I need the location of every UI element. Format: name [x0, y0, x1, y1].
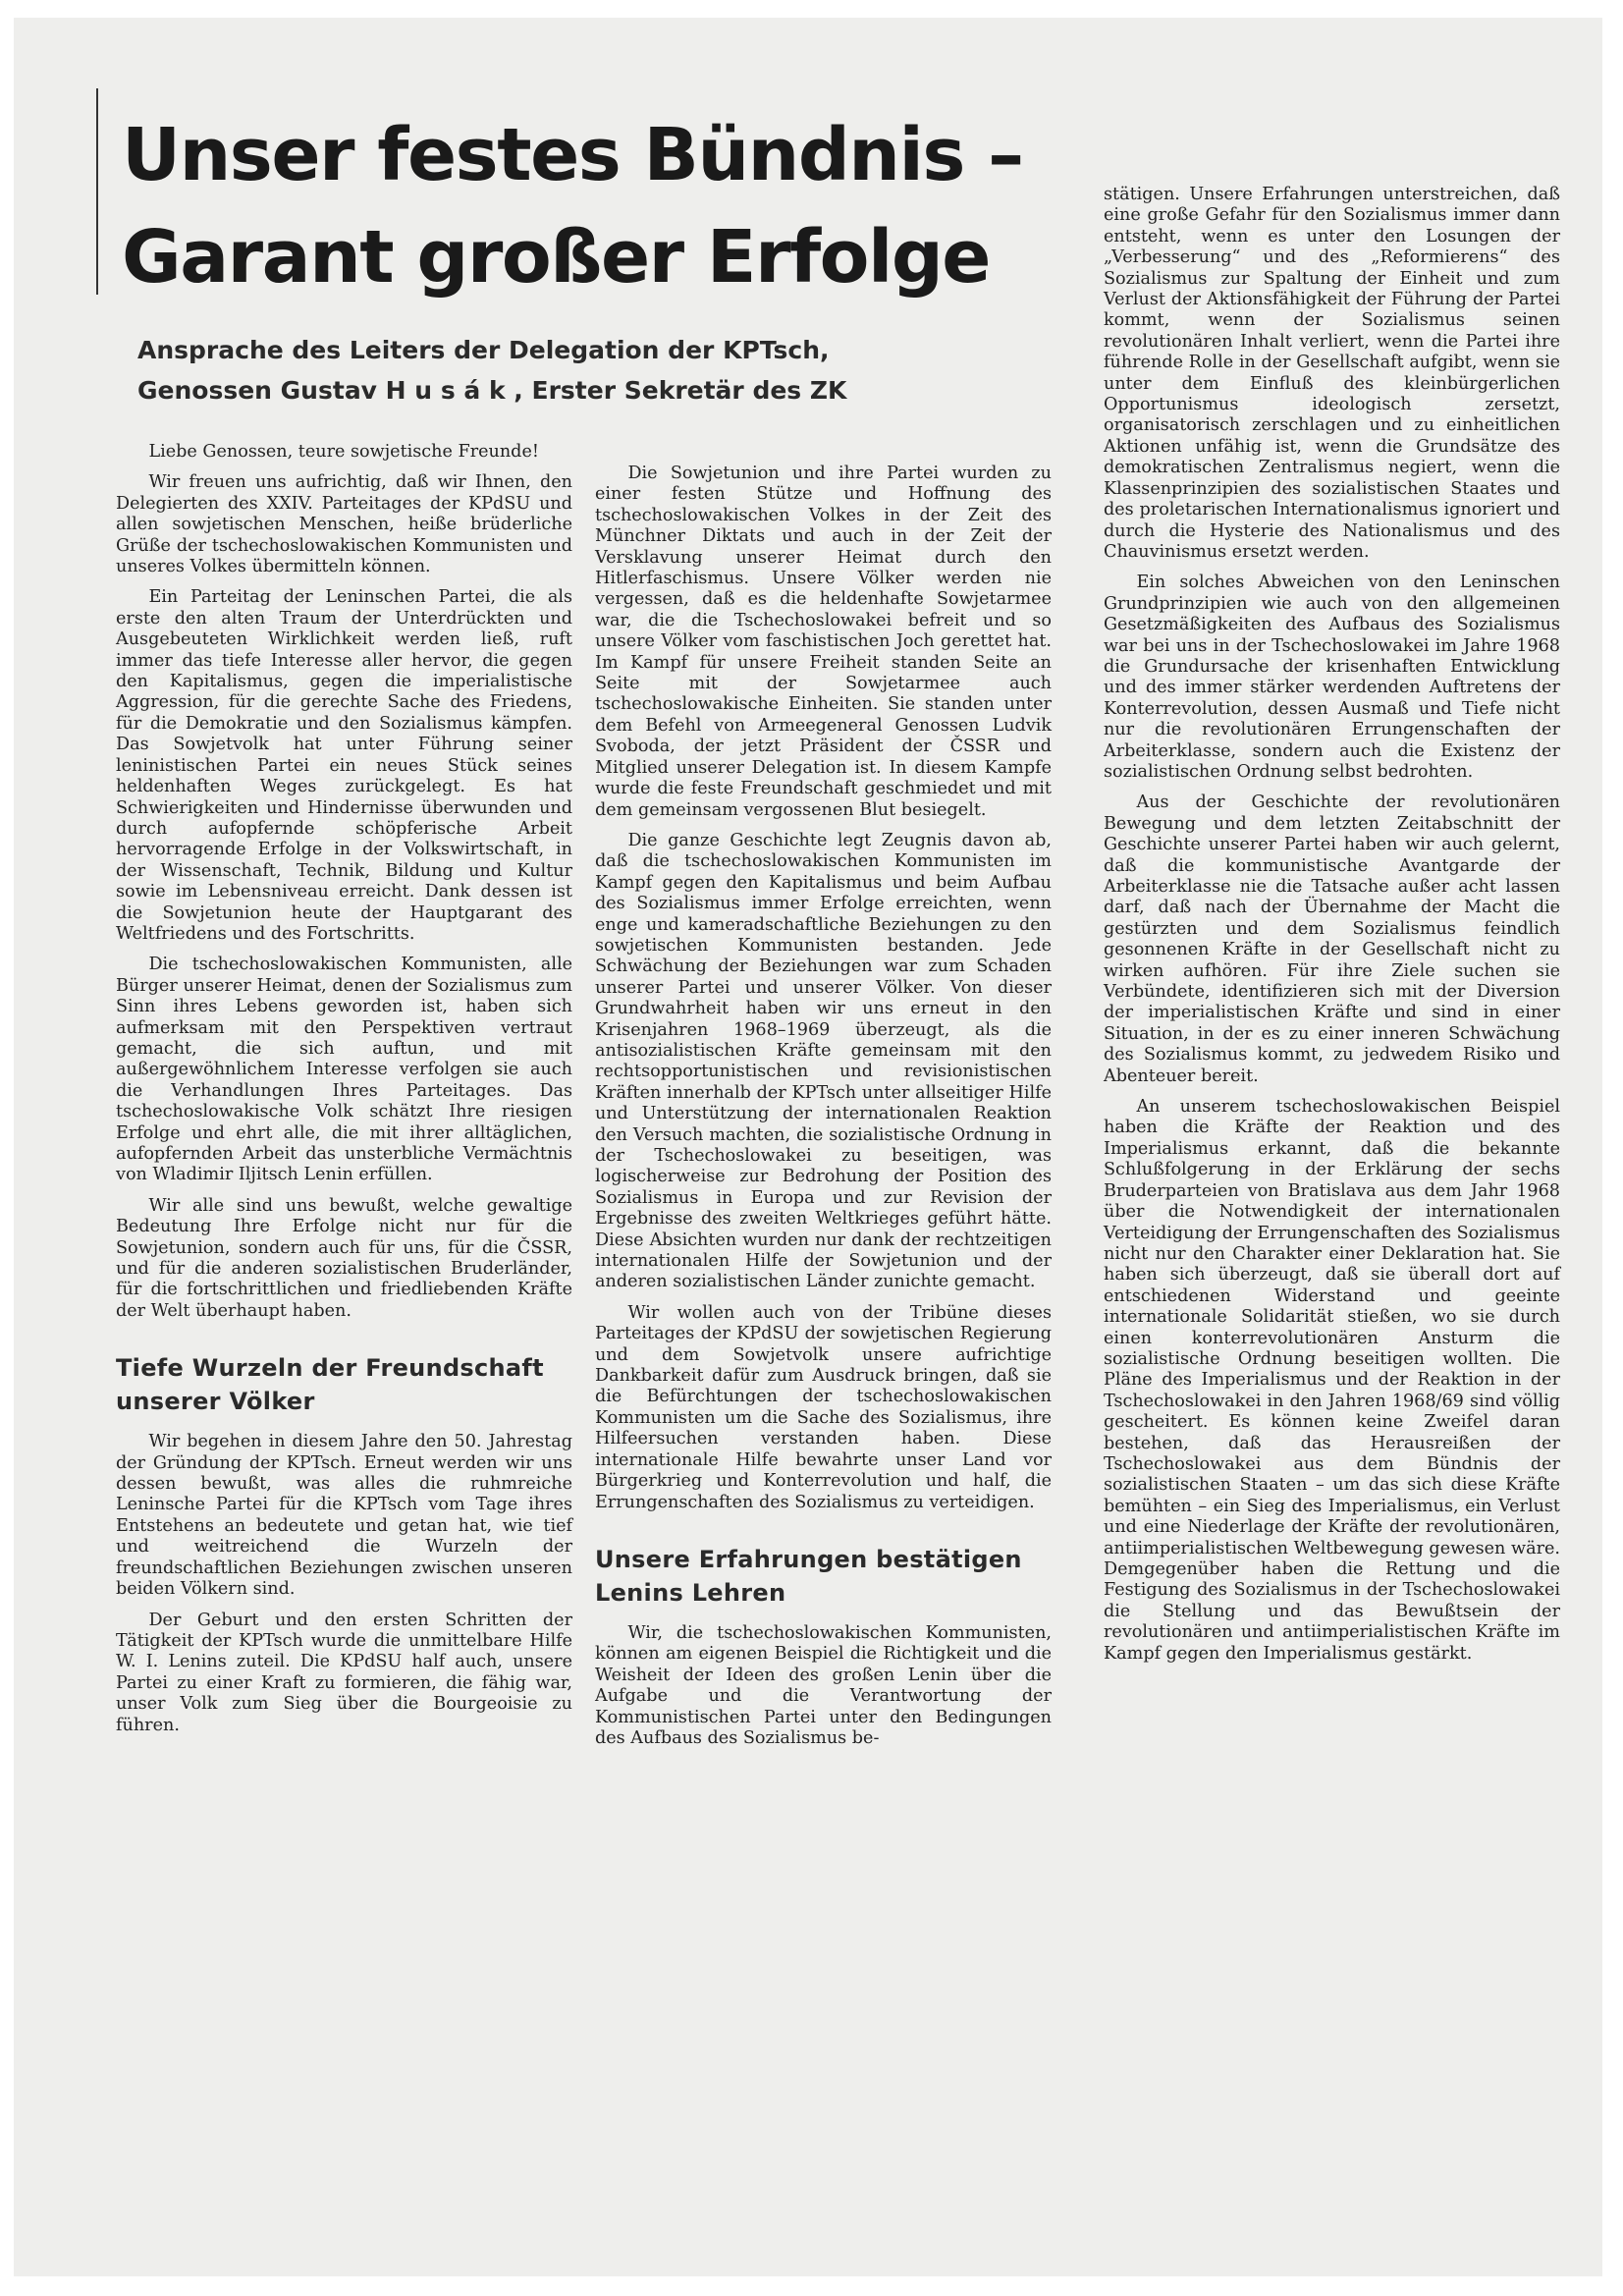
paragraph: Aus der Geschichte der revolutionären Bewegung und dem letzten Zeitabschnitt der Geschichte unserer Partei haben wir auch gelernt, daß die kommunistische Avantgarde der Arbeiterklasse nie die Tatsache außer acht lassen darf, daß nach der Übernahme der Macht die gestürzten und dem Sozialismus feindlich gesonnenen Kräfte in der Gesellschaft nicht zu wirken aufhören. Für ihre Ziele suchen sie Verbündete, identifizieren sich mit der Diversion der imperialistischen Kräfte und sind in einer Situation, in der es zu einer inneren Schwächung des Sozialismus kommt, zu jedwedem Risiko und Abenteuer bereit. [1104, 793, 1560, 1086]
headline [122, 104, 1035, 308]
paragraph: Wir, die tschechoslowakischen Kommunisten, können am eigenen Beispiel die Richtigkeit und die Weisheit der Ideen des großen Lenin über die Aufgabe und die Verantwortung der Kommunistischen Partei unter den Bedingungen des Aufbaus des Sozialismus be- [595, 1622, 1052, 1748]
paragraph: Liebe Genossen, teure sowjetische Freunde! [148, 442, 539, 462]
paragraph: Wir wollen auch von der Tribüne dieses Parteitages der KPdSU der sowjetischen Regierung und dem Sowjetvolk unsere aufrichtige Dankbarkeit dafür zum Ausdruck bringen, daß sie die Befürchtungen der tschechoslowakischen Kommunisten um die Sache des Sozialismus, ihre Hilfeersuchen verstanden haben. Diese internationale Hilfe bewahrte unser Land vor Bürgerkrieg und Konterrevolution und half, die Errungenschaften des Sozialismus zu verteidigen. [595, 1302, 1052, 1512]
paragraph: Wir alle sind uns bewußt, welche gewaltige Bedeutung Ihre Erfolge nicht nur für die Sowjetunion, sondern auch für uns, für die ČSSR, und für die anderen sozialistischen Bruderländer, für die fortschrittlichen und friedliebenden Kräfte der Welt überhaupt haben. [116, 1195, 572, 1321]
paragraph: Die Sowjetunion und ihre Partei wurden zu einer festen Stütze und Hoffnung des tschechoslowakischen Volkes in der Zeit des Münchner Diktats und auch in der Zeit der Versklavung unserer Heimat durch den Hitlerfaschismus. Unsere Völker werden nie vergessen, daß es die heldenhafte Sowjetarmee war, die die Tschechoslowakei befreit und so unsere Völker vom faschistischen Joch gerettet hat. Im Kampf für unsere Freiheit standen Seite an Seite mit der Sowjetarmee auch tschechoslowakische Einheiten. Sie standen unter dem Befehl von Armeegeneral Genossen Ludvik Svoboda, der jetzt Präsident der ČSSR und Mitglied unserer Delegation ist. In diesem Kampfe wurde die feste Freundschaft geschmiedet und mit dem gemeinsam vergossenen Blut besiegelt. [595, 464, 1052, 820]
paragraph: Der Geburt und den ersten Schritten der Tätigkeit der KPTsch wurde die unmittelbare Hilfe W. I. Lenins zuteil. Die KPdSU half auch, unsere Partei zu einer Kraft zu formieren, die fähig war, unser Volk zum Sieg über die Bourgeoisie zu führen. [116, 1610, 572, 1735]
paragraph: Wir freuen uns aufrichtig, daß wir Ihnen, den Delegierten des XXIV. Parteitages der KPdSU und allen sowjetischen Menschen, heiße brüderliche Grüße der tschechoslowakischen Kommunisten und unseres Volkes übermitteln können. [116, 472, 572, 577]
subheading-line: Ansprache des Leiters der Delegation der KPTsch, [137, 336, 830, 364]
paragraph: Die tschechoslowakischen Kommunisten, alle Bürger unserer Heimat, denen der Sozialismus zum Sinn ihres Lebens geworden ist, haben sich aufmerksam mit den Perspektiven vertraut gemacht, die sich auftun, und mit außergewöhnlichem Interesse verfolgen sie auch die Verhandlungen Ihres Parteitages. Das tschechoslowakische Volk schätzt Ihre riesigen Erfolge und ehrt alle, die mit ihrer alltäglichen, aufopfernden Arbeit das unsterbliche Vermächtnis von Wladimir Iljitsch Lenin erfüllen. [116, 955, 572, 1185]
subheading [137, 330, 982, 410]
text-column-1 [116, 442, 572, 1746]
paragraph: Ein Parteitag der Leninschen Partei, die als erste den alten Traum der Unterdrückten und Ausgebeuteten Wirklichkeit werden ließ, ruft immer das tiefe Interesse aller hervor, die gegen den Kapitalismus, gegen die imperialistische Aggression, für die gerechte Sache des Friedens, für die Demokratie und den Sozialismus kämpfen. Das Sowjetvolk hat unter Führung seiner leninistischen Partei ein neues Stück seines heldenhaften Weges zurückgelegt. Es hat Schwierigkeiten und Hindernisse überwunden und durch aufopfernde schöpferische Arbeit hervorragende Erfolge in der Volkswirtschaft, in der Wissenschaft, Technik, Bildung und Kultur sowie im Lebensniveau erreicht. Dank dessen ist die Sowjetunion heute der Hauptgarant des Weltfriedens und des Fortschritts. [116, 587, 572, 944]
section-heading: Tiefe Wurzeln der Freundschaft unserer Völker [116, 1354, 544, 1416]
text-column-2 [595, 464, 1052, 1759]
paragraph: An unserem tschechoslowakischen Beispiel haben die Kräfte der Reaktion und des Imperialismus erkannt, daß die bekannte Schlußfolgerung in der Erklärung der sechs Bruderparteien von Bratislava aus dem Jahr 1968 über die Notwendigkeit der internationalen Verteidigung der Errungenschaften des Sozialismus nicht nur den Charakter einer Deklaration hat. Sie haben sich überzeugt, daß sie überall dort auf entschiedenen Widerstand und geeinte internationale Solidarität stießen, wo sie durch einen konterrevolutionären Ansturm die sozialistische Ordnung beseitigen wollten. Die Pläne des Imperialismus und der Reaktion in der Tschechoslowakei in den Jahren 1968/69 sind völlig gescheitert. Es können keine Zweifel daran bestehen, daß das Herausreißen der Tschechoslowakei aus dem Bündnis der sozialistischen Staaten – um das sich diese Kräfte bemühten – ein Sieg des Imperialismus, ein Verlust und eine Niederlage der Kräfte der revolutionären, antiimperialistischen Weltbewegung gewesen wäre. Demgegenüber haben die Rettung und die Festigung des Sozialismus in der Tschechoslowakei die Stellung und das Bewußtsein der revolutionären und antiimperialistischen Kräfte im Kampf gegen den Imperialismus gestärkt. [1104, 1097, 1560, 1664]
headline-line: Garant großer Erfolge [122, 215, 990, 300]
paragraph: Ein solches Abweichen von den Leninschen Grundprinzipien wie auch von den allgemeinen Gesetzmäßigkeiten des Aufbaus des Sozialismus war bei uns in der Tschechoslowakei im Jahre 1968 die Grundursache der krisenhaften Entwicklung und des immer stärker werdenden Auftretens der Konterrevolution, dessen Ausmaß und Tiefe nicht nur die revolutionären Errungenschaften der Arbeiterklasse, sondern auch die Existenz der sozialistischen Ordnung selbst bedrohten. [1104, 573, 1560, 782]
headline-line: Unser festes Bündnis – [122, 113, 1023, 197]
text-column-3 [1104, 185, 1560, 1674]
paragraph: Wir begehen in diesem Jahre den 50. Jahrestag der Gründung der KPTsch. Erneut werden wir uns dessen bewußt, was alles die ruhmreiche Leninsche Partei für die KPTsch vom Tage ihres Entstehens an bedeutete und getan hat, wie tief und weitreichend die Wurzeln der freundschaftlichen Beziehungen zwischen unseren beiden Völkern sind. [116, 1432, 572, 1600]
headline-margin-rule [96, 88, 98, 295]
paragraph: stätigen. Unsere Erfahrungen unterstreichen, daß eine große Gefahr für den Sozialismus immer dann entsteht, wenn es unter den Losungen der „Verbesserung“ und des „Reformierens“ des Sozialismus zur Spaltung der Einheit und zum Verlust der Aktionsfähigkeit der Führung der Partei kommt, wenn der Sozialismus seinen revolutionären Inhalt verliert, wenn die Partei ihre führende Rolle in der Gesellschaft aufgibt, wenn sie unter dem Einfluß des kleinbürgerlichen Opportunismus ideologisch zersetzt, organisatorisch zerschlagen und zu einheitlichen Aktionen unfähig ist, wenn die Grundsätze des demokratischen Zentralismus negiert, wenn die Klassenprinzipien des sozialistischen Staates und des proletarischen Internationalismus ignoriert und durch die Hysterie des Nationalismus und des Chauvinismus ersetzt werden. [1104, 185, 1560, 562]
subheading-line: Genossen Gustav H u s á k , Erster Sekretär des ZK [137, 376, 847, 405]
paragraph: Die ganze Geschichte legt Zeugnis davon ab, daß die tschechoslowakischen Kommunisten im Kampf gegen den Kapitalismus und beim Aufbau des Sozialismus immer Erfolge erreichten, wenn enge und kameradschaftliche Beziehungen zu den sowjetischen Kommunisten bestanden. Jede Schwächung der Beziehungen war zum Schaden unserer Partei und unserer Völker. Von dieser Grundwahrheit haben wir uns erneut in den Krisenjahren 1968–1969 überzeugt, als die antisozialistischen Kräfte gemeinsam mit den rechtsopportunistischen und revisionistischen Kräften innerhalb der KPTsch unter allseitiger Hilfe und Unterstützung der internationalen Reaktion den Versuch machten, die sozialistische Ordnung in der Tschechoslowakei zu beseitigen, was logischerweise zur Bedrohung der Position des Sozialismus in Europa und zur Revision der Ergebnisse des zweiten Weltkrieges geführt hätte. Diese Absichten wurden nur dank der rechtzeitigen internationalen Hilfe der Sowjetunion und der anderen sozialistischen Länder zunichte gemacht. [595, 830, 1052, 1292]
section-heading: Unsere Erfahrungen bestätigen Lenins Lehren [595, 1545, 1022, 1607]
